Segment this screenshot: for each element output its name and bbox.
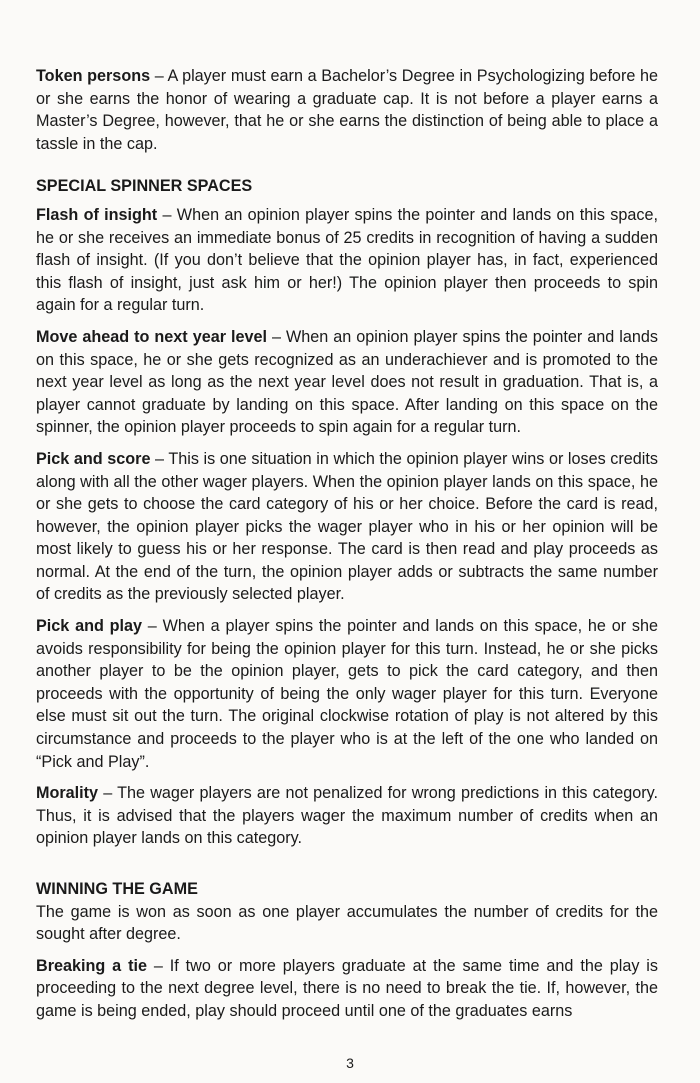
move-ahead-paragraph (36, 326, 658, 439)
morality-paragraph (36, 782, 658, 850)
winning-intro-paragraph: The game is won as soon as one player accumulates the number of credits for the sought after degree. (36, 902, 658, 944)
flash-of-insight-paragraph (36, 204, 658, 317)
pick-and-score-text: – This is one situation in which the opinion player wins or loses credits along with all the other wager players. When the opinion player lands on this space, he or she gets to choose the card category of his or her choice. Before the card is read, however, the opinion player picks the wager player who in his or her opinion will be most likely to guess his or her response. The card is then read and play proceeds as normal. At the end of the turn, the opinion player adds or subtracts the same number of credits as the previously selected player. (36, 449, 658, 604)
pick-and-play-paragraph (36, 615, 658, 773)
pick-and-play-text: – When a player spins the pointer and lands on this space, he or she avoids responsibility for being the opinion player for this turn. Instead, he or she picks another player to be the opinion player, gets to pick the card category, and then proceeds with the opportunity of being the only wager player for this turn. Everyone else must sit out the turn. The original clockwise rotation of play is not altered by this circumstance and proceeds to the player who is at the left of the one who landed on “Pick and Play”. (36, 617, 658, 771)
term-pick-and-score: Pick and score (36, 449, 151, 468)
morality-text: – The wager players are not penalized for wrong predictions in this category. Thus, it is advised that the players wager the maximum number of credits when an opinion player lands on this category. (36, 784, 658, 848)
page-number: 3 (346, 1055, 354, 1071)
term-morality: Morality (36, 784, 99, 803)
term-token-persons: Token persons (36, 67, 151, 85)
breaking-tie-text: – If two or more players graduate at the same time and the play is proceeding to the next degree level, there is no need to break the tie. If, however, the game is being ended, play should proceed until one of the graduates earns (36, 956, 658, 1020)
flash-of-insight-text: – When an opinion player spins the pointer and lands on this space, he or she receives an immediate bonus of 25 credits in recognition of having a sudden flash of insight. (If you don’t believe that the opinion player has, in fact, experienced this flash of insight, just ask him or her!) The opinion player then proceeds to spin again for a regular turn. (36, 205, 658, 315)
term-pick-and-play: Pick and play (36, 617, 143, 636)
special-spinner-heading: SPECIAL SPINNER SPACES (36, 177, 253, 196)
winning-heading: WINNING THE GAME (36, 880, 198, 898)
pick-and-score-paragraph (36, 448, 658, 606)
term-move-ahead: Move ahead to next year level (36, 327, 267, 346)
move-ahead-text: – When an opinion player spins the pointer and lands on this space, he or she gets recognized as an underachiever and is promoted to the next year level as long as the next year level does not result in graduation. That is, a player cannot graduate by landing on this space. After landing on this space on the spinner, the opinion player proceeds to spin again for a regular turn. (36, 327, 658, 437)
token-persons-paragraph (36, 65, 658, 155)
breaking-tie-paragraph (36, 955, 658, 1023)
term-breaking-a-tie: Breaking a tie (36, 956, 147, 975)
term-flash-of-insight: Flash of insight (36, 205, 158, 224)
token-persons-text: – A player must earn a Bachelor’s Degree in Psychologizing before he or she earns the honor of wearing a graduate cap. It is not before a player earns a Master’s Degree, however, that he or she earns the distinction of being able to place a tassle in the cap. (36, 67, 658, 153)
